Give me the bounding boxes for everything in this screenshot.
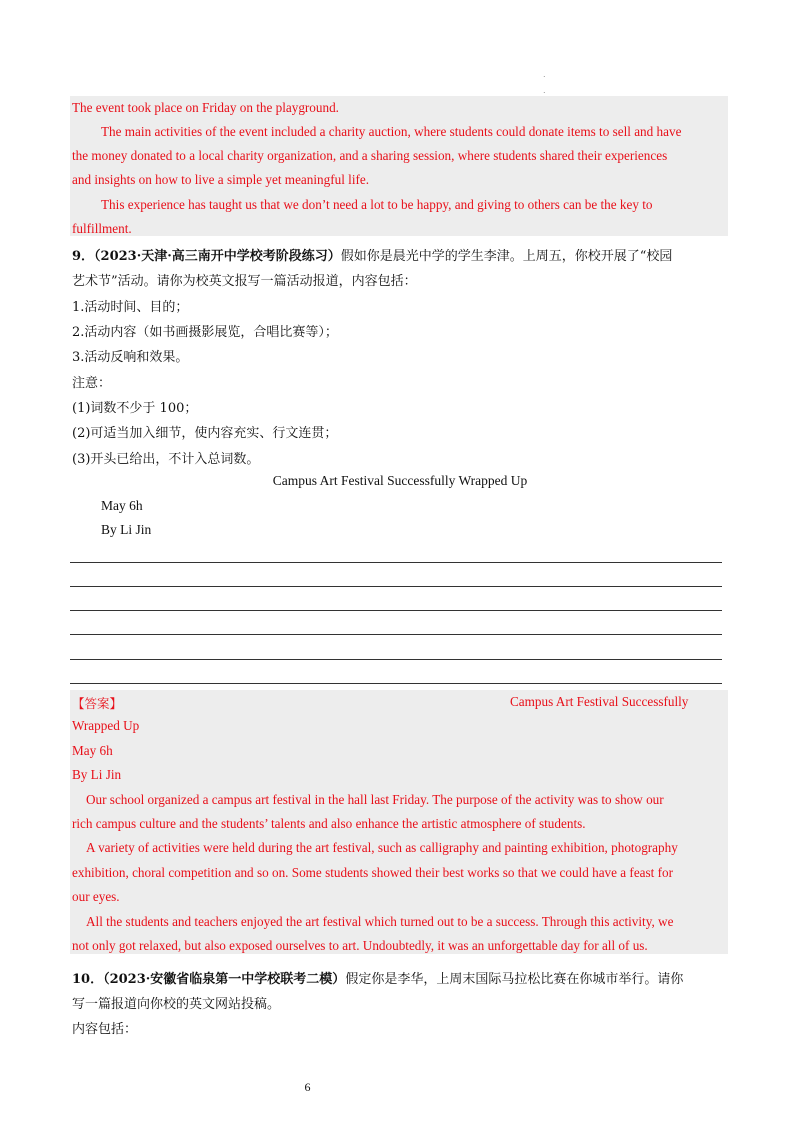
answer9-block (70, 690, 728, 954)
answer8-block (70, 96, 728, 236)
writing-line (70, 683, 722, 684)
answer8-line: The main activities of the event included a charity auction, where students could donate items to sell and have (101, 124, 682, 139)
question9-point: 2.活动内容（如书画摄影展览，合唱比赛等）； (72, 325, 338, 340)
answer-title: Campus Art Festival Successfully (510, 694, 689, 709)
question-prompt: 假如你是晨光中学的学生李津。上周五，你校开展了“校园 (340, 249, 673, 264)
note-label: 注意： (72, 376, 112, 391)
question-number: 9． (72, 249, 95, 264)
contents-label: 内容包括： (72, 1022, 138, 1037)
answer9-line: rich campus culture and the students’ talents and also enhance the artistic atmosphere of students. (72, 816, 586, 831)
question9-point: 1.活动时间、目的； (72, 300, 189, 315)
question10-heading (72, 968, 683, 987)
answer9-line: not only got relaxed, but also exposed ourselves to art. Undoubtedly, it was an unforgettable day for all of us. (72, 938, 648, 953)
question9-point: 3.活动反响和效果。 (72, 350, 189, 365)
answer8-line: The event took place on Friday on the playground. (72, 100, 339, 115)
question-source: （2023·天津·高三南开中学校考阶段练习） (94, 249, 341, 264)
question9-prompt-cont: 艺术节”活动。请你为校英文报写一篇活动报道，内容包括： (72, 274, 417, 289)
answer9-line: Our school organized a campus art festival in the hall last Friday. The purpose of the activity was to show our (86, 792, 664, 807)
answer8-line: This experience has taught us that we don’t need a lot to be happy, and giving to others can be the key to (101, 197, 653, 212)
question9-note: (1)词数不少于 100； (72, 401, 198, 416)
question-prompt: 假定你是李华，上周末国际马拉松比赛在你城市举行。请你 (345, 972, 684, 987)
writing-line (70, 586, 722, 587)
answer-date: May 6h (72, 743, 113, 758)
top-mark: . (543, 70, 546, 79)
writing-line (70, 634, 722, 635)
answer8-line: and insights on how to live a simple yet meaningful life. (72, 172, 370, 187)
writing-line (70, 610, 722, 611)
answer9-line: our eyes. (72, 889, 120, 904)
answer9-line: exhibition, choral competition and so on. Some students showed their best works so that we could have a feast for (72, 865, 674, 880)
question10-prompt-cont: 写一篇报道向你校的英文网站投稿。 (72, 997, 281, 1012)
answer-title-cont: Wrapped Up (72, 718, 140, 733)
writing-line (70, 562, 722, 563)
answer8-line: the money donated to a local charity organization, and a sharing session, where students shared their experiences (72, 148, 668, 163)
answer9-line: All the students and teachers enjoyed the art festival which turned out to be a success. Through this activity, we (86, 914, 674, 929)
question-source: （2023·安徽省临泉第一中学校联考二模） (103, 972, 346, 987)
writing-line (70, 659, 722, 660)
question9-note: (3)开头已给出，不计入总词数。 (72, 452, 260, 467)
answer9-line: A variety of activities were held during the art festival, such as calligraphy and painting exhibition, photography (86, 840, 678, 855)
essay-byline: By Li Jin (101, 522, 152, 537)
page-number: 6 (304, 1080, 311, 1094)
top-mark: . (543, 86, 546, 95)
answer-byline: By Li Jin (72, 767, 122, 782)
essay-date: May 6h (101, 498, 143, 513)
answer8-line: fulfillment. (72, 221, 132, 236)
answer-label: 【答案】 (72, 696, 123, 711)
essay-title: Campus Art Festival Successfully Wrapped Up (272, 473, 528, 488)
question-number: 10． (72, 972, 104, 987)
question9-note: (2)可适当加入细节，使内容充实、行文连贯； (72, 426, 338, 441)
question9-heading (72, 245, 672, 264)
